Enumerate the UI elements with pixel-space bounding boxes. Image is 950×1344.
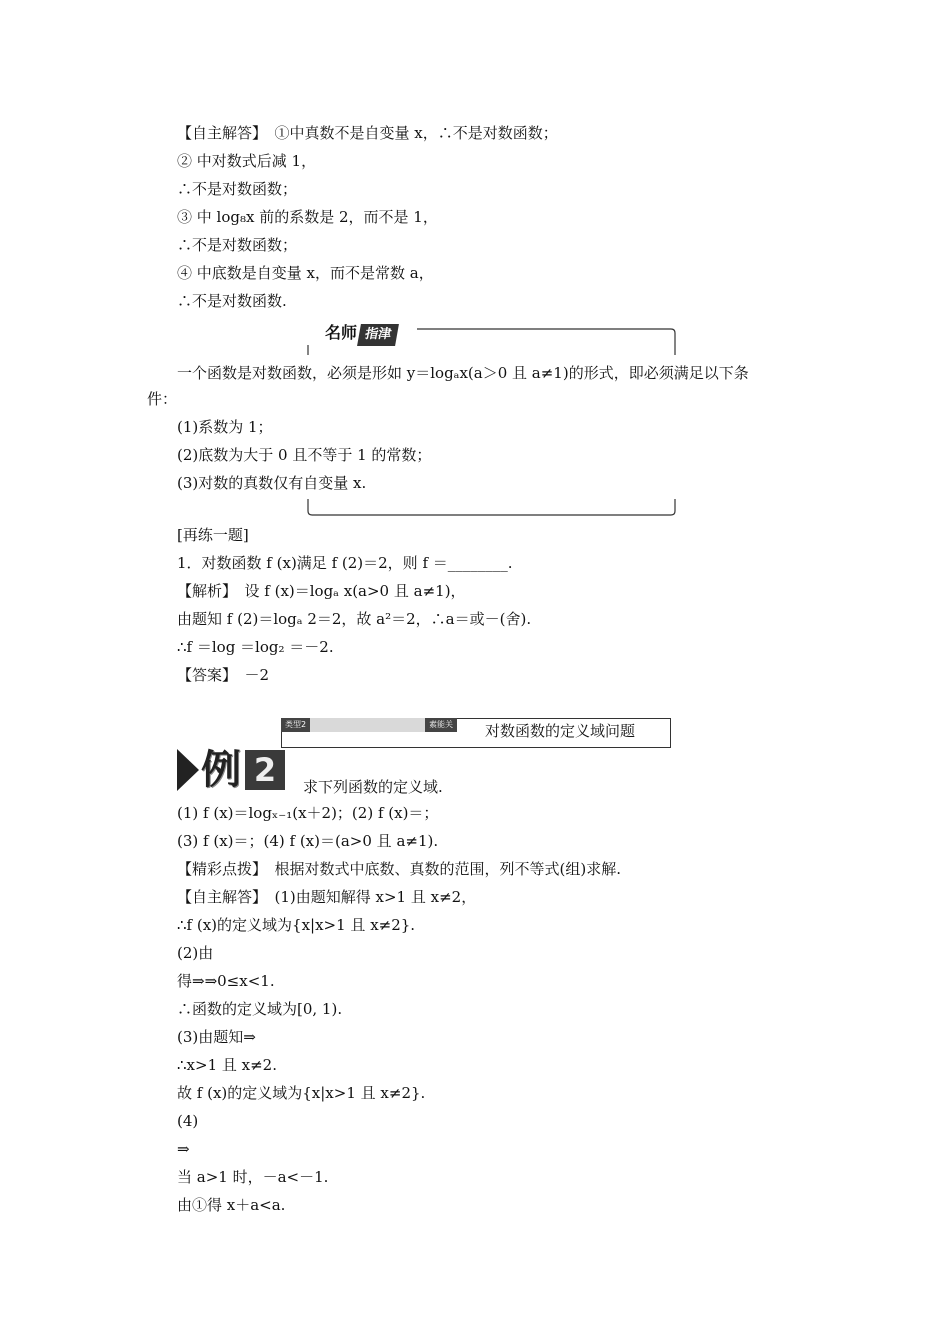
- type-tag-right: 素能关: [425, 718, 457, 732]
- text-line: ③ 中 log₈x 前的系数是 2，而不是 1，: [177, 208, 438, 226]
- text-line: 由①得 x＋a<a.: [177, 1196, 286, 1214]
- practice-question: 1．对数函数 f (x)满足 f (2)＝2，则 f ＝________.: [177, 554, 513, 572]
- example-badge: [177, 748, 285, 792]
- text-line: (1) f (x)＝logₓ₋₁(x＋2)；(2) f (x)＝；: [177, 804, 439, 822]
- type-bar: [281, 718, 457, 732]
- tips-intro-cont: 件：: [147, 390, 178, 408]
- example-number: 2: [245, 750, 285, 790]
- text-line: (2)由: [177, 944, 214, 962]
- text-line: (4): [177, 1112, 199, 1130]
- tips-item: (2)底数为大于 0 且不等于 1 的常数；: [177, 446, 432, 464]
- tips-intro: 一个函数是对数函数，必须是形如 y＝logₐx(a＞0 且 a≠1)的形式，即必须满足以下条: [177, 364, 749, 382]
- type-tag: 类型2: [281, 718, 310, 732]
- text-line: ⇒: [177, 1140, 190, 1158]
- text-line: (3)由题知⇒: [177, 1028, 256, 1046]
- text-line: ④ 中底数是自变量 x，而不是常数 a，: [177, 264, 434, 282]
- example-char: 例: [201, 747, 241, 793]
- text-line: ∴函数的定义域为[0, 1).: [177, 1000, 343, 1018]
- practice-heading: [再练一题]: [177, 526, 249, 544]
- practice-answer: 【答案】 －2: [177, 666, 270, 684]
- text-line: 【自主解答】 (1)由题知解得 x>1 且 x≠2，: [177, 888, 477, 906]
- practice-line: ∴f ＝log ＝log₂ ＝－2.: [177, 638, 334, 656]
- practice-line: 由题知 f (2)＝logₐ 2＝2，故 a²＝2，∴a＝或－(舍).: [177, 610, 532, 628]
- example-question: 求下列函数的定义域.: [303, 778, 443, 796]
- text-line: 【自主解答】 ①中真数不是自变量 x，∴不是对数函数；: [177, 124, 558, 142]
- text-line: 当 a>1 时，－a<－1.: [177, 1168, 329, 1186]
- type-bar-underline: [281, 732, 457, 748]
- text-line: 【精彩点拨】 根据对数式中底数、真数的范围，列不等式(组)求解.: [177, 860, 621, 878]
- text-line: ∴不是对数函数.: [177, 292, 287, 310]
- text-line: 得⇒⇒0≤x<1.: [177, 972, 275, 990]
- text-line: (3) f (x)＝；(4) f (x)＝(a>0 且 a≠1).: [177, 832, 439, 850]
- practice-analysis: 【解析】 设 f (x)＝logₐ x(a>0 且 a≠1)，: [177, 582, 466, 600]
- tips-item: (3)对数的真数仅有自变量 x.: [177, 474, 367, 492]
- mingshi-label-text: 名师: [325, 323, 358, 342]
- text-line: 故 f (x)的定义域为{x|x>1 且 x≠2}.: [177, 1084, 426, 1102]
- mingshi-tag: 指津: [357, 324, 399, 346]
- play-arrow-icon: [177, 749, 199, 791]
- tips-item: (1)系数为 1；: [177, 418, 273, 436]
- text-line: ∴x>1 且 x≠2.: [177, 1056, 277, 1074]
- text-line: ∴不是对数函数；: [177, 236, 298, 254]
- mingshi-label: [325, 322, 397, 346]
- type-title: 对数函数的定义域问题: [457, 718, 671, 748]
- text-line: ∴f (x)的定义域为{x|x>1 且 x≠2}.: [177, 916, 416, 934]
- text-line: ② 中对数式后减 1，: [177, 152, 317, 170]
- text-line: ∴不是对数函数；: [177, 180, 298, 198]
